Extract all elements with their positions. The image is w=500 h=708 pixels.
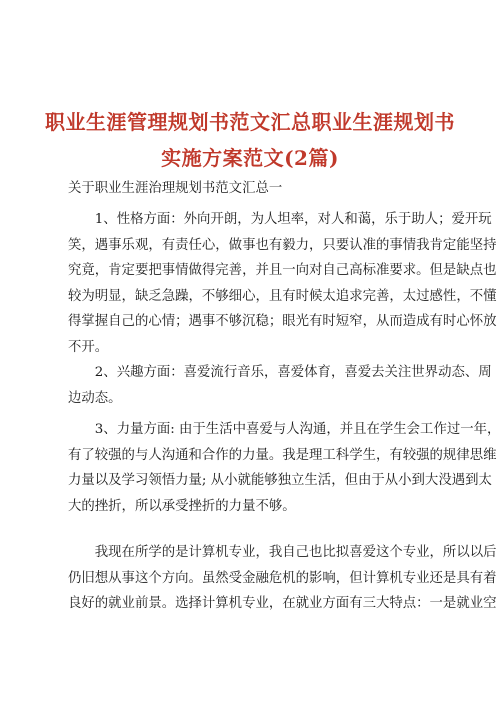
text-line: 我现在所学的是计算机专业，我自己也比拟喜爱这个专业，所以以后 bbox=[68, 545, 497, 560]
text-line: 不开。 bbox=[68, 339, 109, 355]
document-title bbox=[40, 104, 460, 176]
title-line: 实施方案范文(2篇) bbox=[161, 146, 339, 170]
text-line: 力量以及学习领悟力量; 从小就能够独立生活，但由于从小到大没遇到太 bbox=[68, 473, 492, 488]
paragraph-abilities bbox=[68, 417, 500, 519]
text-line: 2、兴趣方面：喜爱流行音乐，喜爱体育，喜爱去关注世界动态、周 bbox=[68, 365, 492, 380]
text-line: 得掌握自己的心情；遇事不够沉稳；眼光有时短窄，从而造成有时心怀放 bbox=[68, 314, 497, 329]
text-line: 1、性格方面：外向开朗，为人坦率，对人和蔼，乐于助人；爱开玩 bbox=[68, 212, 492, 227]
paragraph-major bbox=[68, 540, 497, 617]
title-line: 职业生涯管理规划书范文汇总职业生涯规划书 bbox=[45, 110, 455, 134]
text-line: 仍旧想从事这个方向。虽然受金融危机的影响，但计算机专业还是具有着 bbox=[68, 570, 497, 586]
text-line: 笑，遇事乐观，有责任心，做事也有毅力，只要认准的事情我肯定能坚持 bbox=[68, 237, 497, 253]
text-line: 有了较强的与人沟通和合作的力量。我是理工科学生，有较强的规律思维 bbox=[68, 447, 497, 463]
text-line: 究竟，肯定要把事情做得完善，并且一向对自己高标准要求。但是缺点也 bbox=[68, 263, 497, 278]
section-subtitle: 关于职业生涯治理规划书范文汇总一 bbox=[68, 181, 283, 196]
text-line: 边动态。 bbox=[68, 390, 122, 406]
paragraph-personality bbox=[68, 207, 497, 360]
paragraph-interests bbox=[68, 360, 492, 411]
text-line: 大的挫折，所以承受挫折的力量不够。 bbox=[68, 498, 296, 514]
text-line: 3、力量方面: 由于生活中喜爱与人沟通，并且在学生会工作过一年， bbox=[68, 422, 500, 437]
text-line: 较为明显，缺乏急躁，不够细心，且有时候太追求完善，太过感性，不懂 bbox=[68, 288, 497, 304]
text-line: 良好的就业前景。选择计算机专业，在就业方面有三大特点：一是就业空 bbox=[68, 596, 497, 611]
